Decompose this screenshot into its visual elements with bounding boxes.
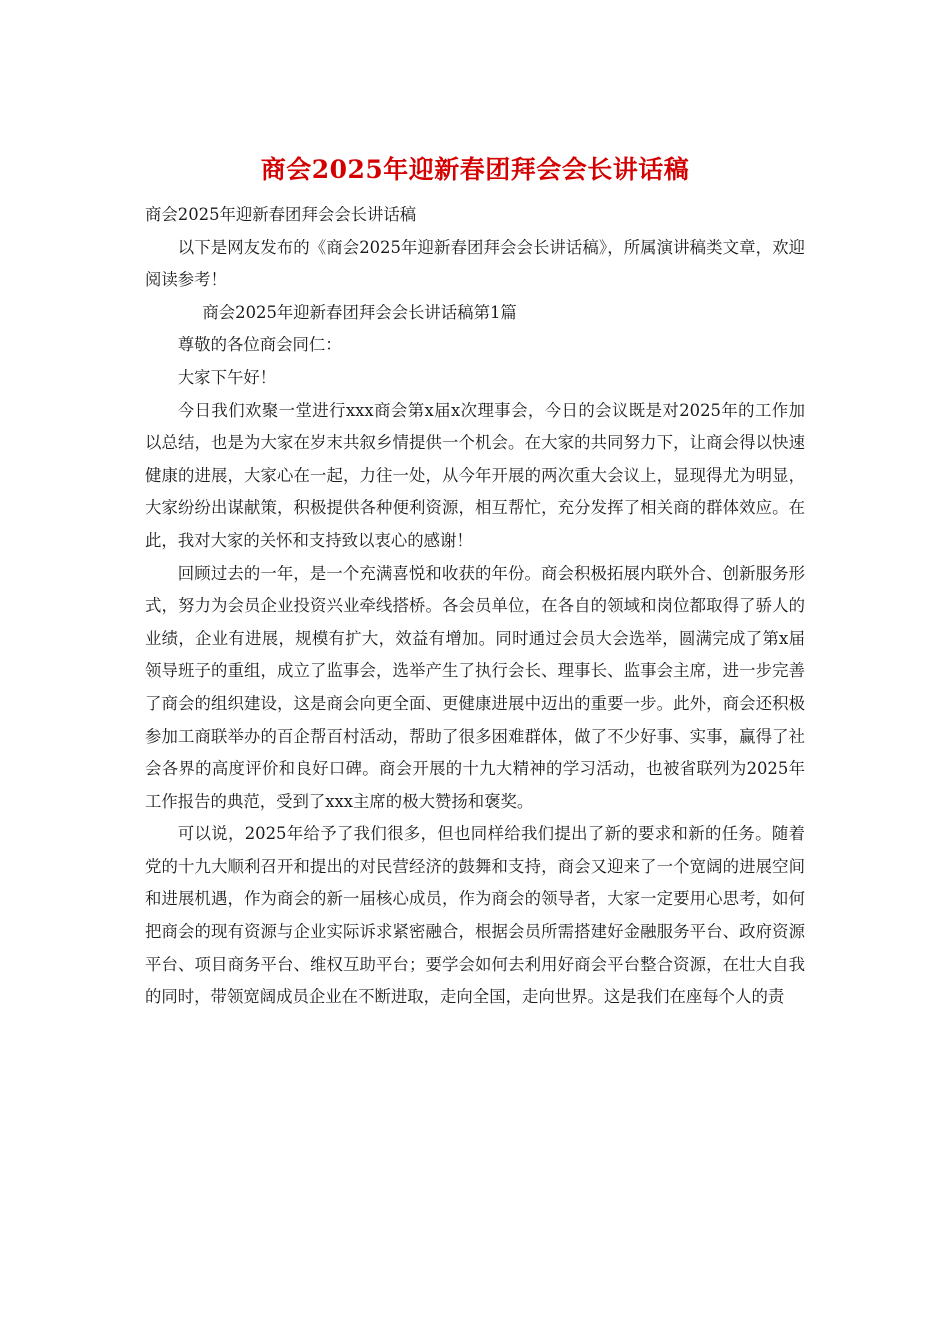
document-body	[145, 199, 805, 1014]
body-paragraph: 可以说，2025年给予了我们很多，但也同样给我们提出了新的要求和新的任务。随着党的十九大顺利召开和提出的对民营经济的鼓舞和支持，商会又迎来了一个宽阔的进展空间和进展机遇，作为商会的新一届核心成员，作为商会的领导者，大家一定要用心思考，如何把商会的现有资源与企业实际诉求紧密融合，根据会员所需搭建好金融服务平台、政府资源平台、项目商务平台、维权互助平台；要学会如何去利用好商会平台整合资源，在壮大自我的同时，带领宽阔成员企业在不断进取，走向全国，走向世界。这是我们在座每个人的责	[145, 824, 805, 1007]
salutation: 尊敬的各位商会同仁：	[177, 335, 342, 355]
section-heading: 商会2025年迎新春团拜会会长讲话稿第1篇	[202, 302, 517, 322]
intro-paragraph: 以下是网友发布的《商会2025年迎新春团拜会会长讲话稿》，所属演讲稿类文章，欢迎阅读参考！	[145, 237, 805, 290]
subtitle-line: 商会2025年迎新春团拜会会长讲话稿	[145, 205, 417, 224]
greeting: 大家下午好！	[177, 367, 277, 387]
body-paragraph: 回顾过去的一年，是一个充满喜悦和收获的年份。商会积极拓展内联外合、创新服务形式，努力为会员企业投资兴业牵线搭桥。各会员单位，在各自的领域和岗位都取得了骄人的业绩，企业有进展，规模有扩大，效益有增加。同时通过会员大会选举，圆满完成了第x届领导班子的重组，成立了监事会，选举产生了执行会长、理事长、监事会主席，进一步完善了商会的组织建设，这是商会向更全面、更健康进展中迈出的重要一步。此外，商会还积极参加工商联举办的百企帮百村活动，帮助了很多困难群体，做了不少好事、实事，赢得了社会各界的高度评价和良好口碑。商会开展的十九大精神的学习活动，也被省联列为2025年工作报告的典范，受到了xxx主席的极大赞扬和褒奖。	[145, 563, 805, 811]
document-title: 商会2025年迎新春团拜会会长讲话稿	[260, 155, 690, 184]
body-paragraph: 今日我们欢聚一堂进行xxx商会第x届x次理事会，今日的会议既是对2025年的工作加以总结，也是为大家在岁末共叙乡情提供一个机会。在大家的共同努力下，让商会得以快速健康的进展，大家心在一起，力往一处，从今年开展的两次重大会议上，显现得尤为明显，大家纷纷出谋献策，积极提供各种便利资源，相互帮忙，充分发挥了相关商的群体效应。在此，我对大家的关怀和支持致以衷心的感谢！	[145, 400, 805, 550]
